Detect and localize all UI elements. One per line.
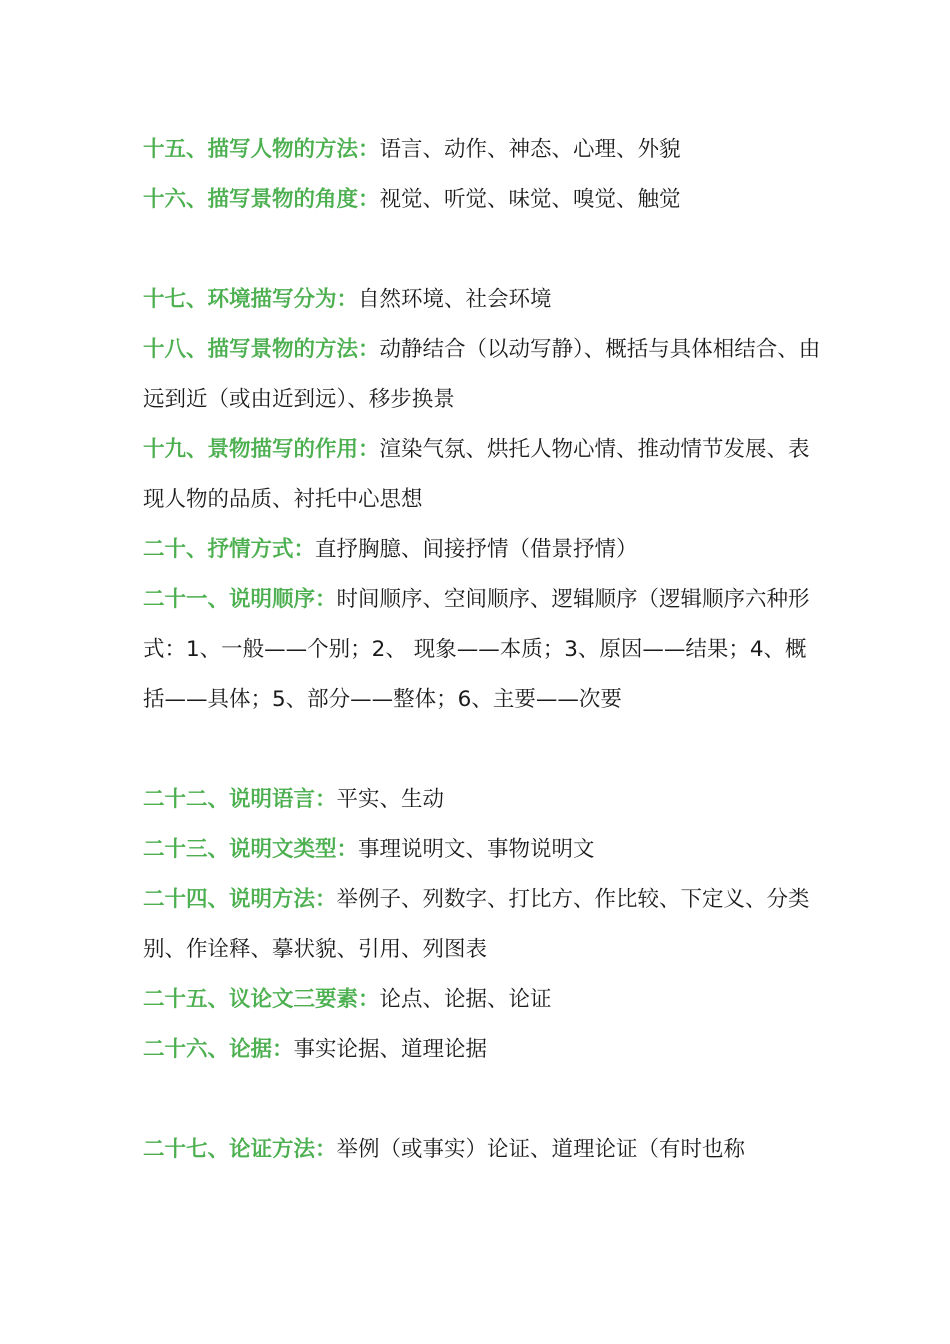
item-heading: 二十一、说明顺序：: [143, 587, 337, 612]
item-text: 动静结合（以动写静）、概括与具体相结合、由远到近（或由近到远）、移步换景: [143, 337, 821, 412]
paragraph-gap: [143, 725, 823, 775]
item-text: 渲染气氛、烘托人物心情、推动情节发展、表现人物的品质、衬托中心思想: [143, 437, 810, 512]
item-text: 视觉、听觉、味觉、嗅觉、触觉: [379, 187, 681, 212]
paragraph-gap: [143, 1075, 823, 1125]
item-heading: 二十五、议论文三要素：: [143, 987, 380, 1012]
list-item-24: [143, 875, 823, 975]
list-item-23: [143, 825, 823, 875]
item-heading: 十六、描写景物的角度：: [143, 187, 380, 212]
list-item-16: [143, 175, 823, 225]
item-heading: 二十二、说明语言：: [143, 787, 337, 812]
list-item-18: [143, 325, 823, 425]
item-text: 举例子、列数字、打比方、作比较、下定义、分类别、作诠释、摹状貌、引用、列图表: [143, 887, 810, 962]
item-text: 直抒胸臆、间接抒情（借景抒情）: [315, 537, 638, 562]
list-item-20: [143, 525, 823, 575]
item-heading: 二十六、论据：: [143, 1037, 294, 1062]
list-item-19: [143, 425, 823, 525]
document-content: [143, 125, 823, 1175]
item-heading: 十九、景物描写的作用：: [143, 437, 380, 462]
item-text: 自然环境、社会环境: [358, 287, 552, 312]
item-text: 语言、动作、神态、心理、外貌: [379, 137, 681, 162]
item-heading: 十五、描写人物的方法：: [143, 137, 380, 162]
item-text: 平实、生动: [336, 787, 445, 812]
paragraph-gap: [143, 225, 823, 275]
item-text: 举例（或事实）论证、道理论证（有时也称: [336, 1137, 746, 1162]
item-text: 时间顺序、空间顺序、逻辑顺序（逻辑顺序六种形式：1、一般——个别；2、 现象——本质；3、原因——结果；4、概括——具体；5、部分——整体；6、主要——次要: [143, 587, 810, 712]
list-item-25: [143, 975, 823, 1025]
list-item-17: [143, 275, 823, 325]
list-item-26: [143, 1025, 823, 1075]
item-text: 事实论据、道理论据: [293, 1037, 488, 1062]
list-item-15: [143, 125, 823, 175]
item-text: 事理说明文、事物说明文: [358, 837, 595, 862]
list-item-27: [143, 1125, 823, 1175]
item-heading: 二十七、论证方法：: [143, 1137, 337, 1162]
item-heading: 十七、环境描写分为：: [143, 287, 359, 312]
item-heading: 二十三、说明文类型：: [143, 837, 359, 862]
list-item-22: [143, 775, 823, 825]
item-heading: 十八、描写景物的方法：: [143, 337, 380, 362]
item-heading: 二十、抒情方式：: [143, 537, 316, 562]
list-item-21: [143, 575, 823, 725]
item-heading: 二十四、说明方法：: [143, 887, 337, 912]
item-text: 论点、论据、论证: [379, 987, 552, 1012]
